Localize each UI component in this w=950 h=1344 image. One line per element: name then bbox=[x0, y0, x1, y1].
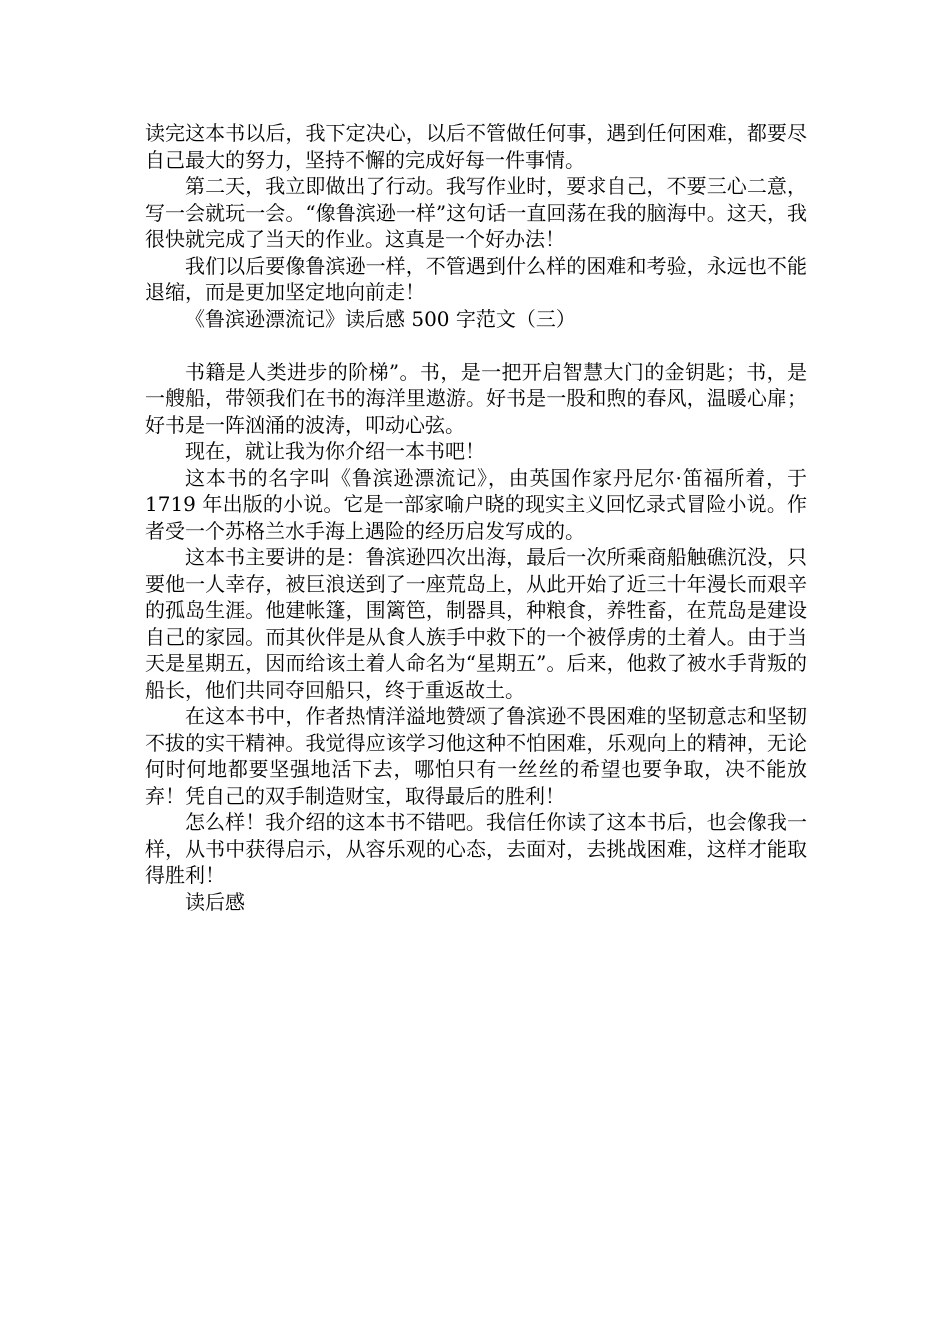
paragraph-second-day: 第二天，我立即做出了行动。我写作业时，要求自己，不要三心二意，写一会就玩一会。“像鲁滨逊一样”这句话一直回荡在我的脑海中。这天，我很快就完成了当天的作业。这真是一个好办法！ bbox=[145, 174, 807, 251]
paragraph-books-ladder: 书籍是人类进步的阶梯”。书，是一把开启智慧大门的金钥匙；书，是一艘船，带领我们在书的海洋里遨游。好书是一股和煦的春风，温暖心扉；好书是一阵汹涌的波涛，叩动心弦。 bbox=[145, 359, 807, 437]
paragraph-intro: 读完这本书以后，我下定决心，以后不管做任何事，遇到任何困难，都要尽自己最大的努力，坚持不懈的完成好每一件事情。 bbox=[145, 121, 807, 172]
section-spacer bbox=[145, 332, 807, 359]
paragraph-praise: 在这本书中，作者热情洋溢地赞颂了鲁滨逊不畏困难的坚韧意志和坚韧不拔的实干精神。我觉得应该学习他这种不怕困难，乐观向上的精神，无论何时何地都要坚强地活下去，哪怕只有一丝丝的希望也要争取，决不能放弃！凭自己的双手制造财宝，取得最后的胜利！ bbox=[145, 704, 807, 808]
section-title: 《鲁滨逊漂流记》读后感 500 字范文（三） bbox=[185, 306, 576, 331]
paragraph-summary: 这本书主要讲的是：鲁滨逊四次出海，最后一次所乘商船触礁沉没，只要他一人幸存，被巨浪送到了一座荒岛上，从此开始了近三十年漫长而艰辛的孤岛生涯。他建帐篷，围篱笆，制器具，种粮食，养牲畜，在荒岛是建设自己的家园。而其伙伴是从食人族手中救下的一个被俘虏的土着人。由于当天是星期五，因而给该土着人命名为“星期五”。后来，他救了被水手背叛的船长，他们共同夺回船只，终于重返故土。 bbox=[145, 545, 807, 702]
paragraph-conclusion: 怎么样！我介绍的这本书不错吧。我信任你读了这本书后，也会像我一样，从书中获得启示，从容乐观的心态，去面对，去挑战困难，这样才能取得胜利！ bbox=[145, 810, 807, 887]
paragraph-book-name: 这本书的名字叫《鲁滨逊漂流记》，由英国作家丹尼尔·笛福所着，于 1719 年出版的小说。它是一部家喻户晓的现实主义回忆录式冒险小说。作者受一个苏格兰水手海上遇险的经历启发写成的。 bbox=[145, 465, 807, 543]
footer-label: 读后感 bbox=[185, 889, 245, 914]
paragraph-resolve: 我们以后要像鲁滨逊一样，不管遇到什么样的困难和考验，永远也不能退缩，而是更加坚定地向前走！ bbox=[145, 253, 807, 304]
document-page bbox=[145, 120, 807, 915]
paragraph-introduce: 现在，就让我为你介绍一本书吧！ bbox=[185, 439, 485, 463]
